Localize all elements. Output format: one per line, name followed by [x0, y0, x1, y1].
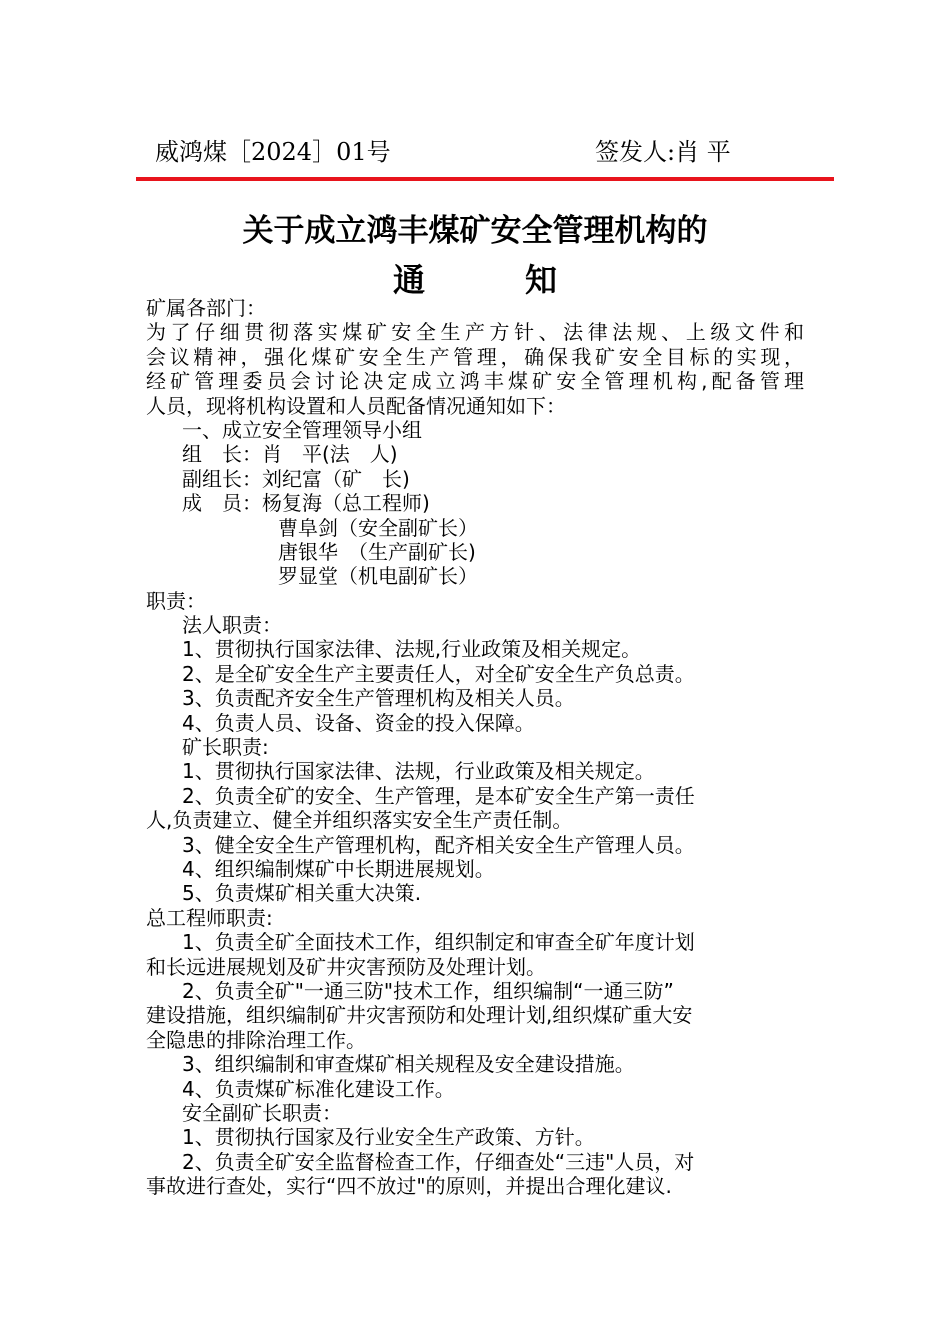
- duty-item: 3、负责配齐安全生产管理机构及相关人员。: [182, 686, 575, 711]
- section-heading: 职责：: [146, 588, 206, 613]
- body-line: 经矿管理委员会讨论决定成立鸿丰煤矿安全管理机构,配备管理: [146, 369, 804, 394]
- document-header: [155, 132, 755, 168]
- document-title: 关于成立鸿丰煤矿安全管理机构的: [242, 213, 708, 249]
- duty-item-continued: 全隐患的排除治理工作。: [146, 1027, 366, 1052]
- duty-item: 3、组织编制和审查煤矿相关规程及安全建设措施。: [182, 1052, 635, 1077]
- document-number: 威鸿煤［2024］01号: [155, 138, 391, 166]
- duty-item-continued: 事故进行查处，实行“四不放过"的原则，并提出合理化建议.: [146, 1174, 672, 1199]
- member-line: 组 长：肖 平(法 人): [182, 442, 398, 467]
- member-line: 副组长：刘纪富（矿 长): [182, 466, 410, 491]
- member-line: 罗显堂（机电副矿长）: [278, 564, 478, 589]
- duty-item: 2、是全矿安全生产主要责任人，对全矿安全生产负总责。: [182, 661, 695, 686]
- duty-item: 2、负责全矿"一通三防"技术工作，组织编制“一通三防”: [182, 978, 674, 1003]
- duty-item: 3、健全安全生产管理机构，配齐相关安全生产管理人员。: [182, 832, 695, 857]
- subsection-heading: 法人职责：: [182, 613, 282, 638]
- document-body: [146, 296, 816, 1198]
- duty-item: 4、组织编制煤矿中长期进展规划。: [182, 856, 495, 881]
- title-char-2: 知: [525, 261, 558, 299]
- duty-item-continued: 人,负责建立、健全并组织落实安全生产责任制。: [146, 808, 573, 833]
- duty-item: 1、贯彻执行国家法律、法规,行业政策及相关规定。: [182, 637, 642, 662]
- salutation: 矿属各部门：: [146, 296, 266, 320]
- duty-item: 2、负责全矿安全监督检查工作，仔细查处“三违"人员，对: [182, 1149, 695, 1174]
- subsection-heading: 安全副矿长职责：: [182, 1100, 342, 1125]
- red-divider-line: [136, 177, 834, 181]
- duty-item: 4、负责煤矿标准化建设工作。: [182, 1076, 455, 1101]
- signer: 签发人:肖 平: [595, 138, 731, 166]
- duty-item-continued: 建设措施，组织编制矿井灾害预防和处理计划,组织煤矿重大安: [146, 1003, 693, 1028]
- duty-item: 1、贯彻执行国家及行业安全生产政策、方针。: [182, 1125, 595, 1150]
- duty-item-continued: 和长远进展规划及矿井灾害预防及处理计划。: [146, 954, 546, 979]
- subsection-heading: 矿长职责:: [182, 735, 269, 760]
- member-line: 唐银华 （生产副矿长): [278, 539, 476, 564]
- duty-item: 1、贯彻执行国家法律、法规，行业政策及相关规定。: [182, 759, 655, 784]
- section-heading: 一、成立安全管理领导小组: [182, 417, 422, 442]
- body-line: 会议精神，强化煤矿安全生产管理，确保我矿安全目标的实现，: [146, 344, 804, 369]
- title-char-1: 通: [392, 261, 425, 299]
- duty-item: 2、负责全矿的安全、生产管理，是本矿安全生产第一责任: [182, 783, 695, 808]
- duty-item: 5、负责煤矿相关重大决策.: [182, 881, 422, 906]
- member-line: 曹阜剑（安全副矿长）: [278, 515, 478, 540]
- subsection-heading: 总工程师职责:: [146, 905, 273, 930]
- member-line: 成 员：杨复海（总工程师): [182, 491, 430, 516]
- body-line: 人员，现将机构设置和人员配备情况通知如下：: [146, 393, 566, 418]
- duty-item: 4、负责人员、设备、资金的投入保障。: [182, 710, 535, 735]
- document-title-notice: [0, 255, 950, 301]
- body-line: 为了仔细贯彻落实煤矿安全生产方针、法律法规、上级文件和: [146, 320, 804, 345]
- duty-item: 1、负责全矿全面技术工作，组织制定和审查全矿年度计划: [182, 930, 695, 955]
